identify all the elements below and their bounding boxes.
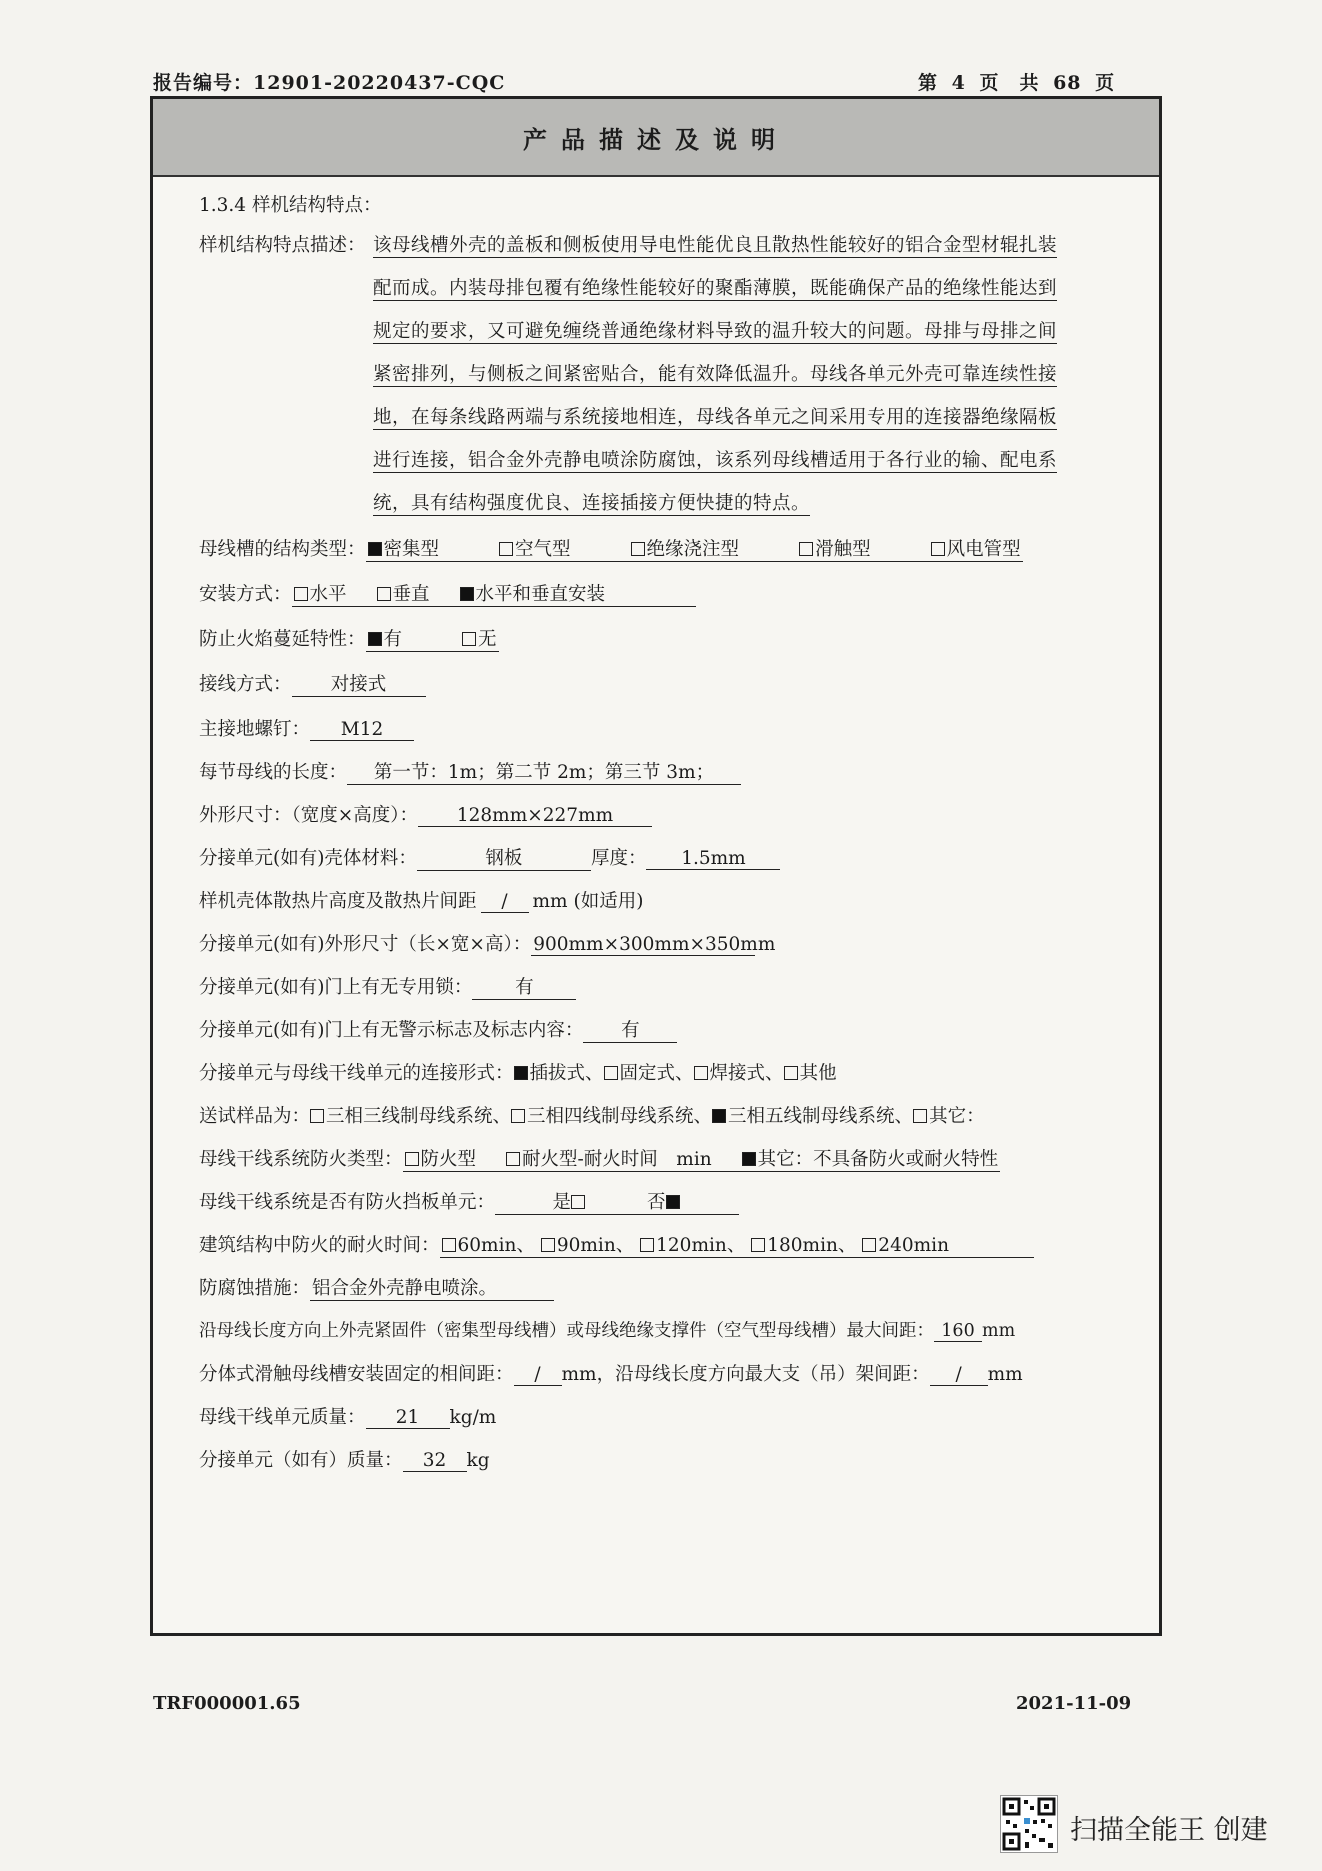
page-title: 产品描述及说明 bbox=[523, 124, 789, 154]
checkbox[interactable] bbox=[799, 542, 813, 556]
checkbox[interactable] bbox=[442, 1238, 456, 1252]
form-frame bbox=[150, 96, 1162, 1636]
checkbox[interactable] bbox=[784, 1066, 798, 1080]
heatsink-label: 样机壳体散热片高度及散热片间距 bbox=[199, 891, 477, 912]
checkbox-checked[interactable] bbox=[368, 542, 382, 556]
desc-line: 规定的要求，又可避免缠绕普通绝缘材料导致的温升较大的问题。母排与母排之间 bbox=[373, 317, 1057, 344]
checkbox[interactable] bbox=[294, 587, 308, 601]
mass-unit: kg/m bbox=[449, 1407, 497, 1428]
anticorrosion-label: 防腐蚀措施： bbox=[199, 1278, 311, 1299]
option-label: 其它：不具备防火或耐火特性 bbox=[757, 1149, 999, 1170]
section-heading: 1.3.4 样机结构特点： bbox=[199, 195, 382, 216]
checkbox[interactable] bbox=[604, 1066, 618, 1080]
desc-line: 地，在每条线路两端与系统接地相连，母线各单元之间采用专用的连接器绝缘隔板 bbox=[373, 403, 1057, 430]
option-label: 三相四线制母线系统、 bbox=[527, 1106, 713, 1127]
option-label: 插拔式、 bbox=[529, 1063, 604, 1084]
max-spacing-row bbox=[199, 1317, 1015, 1342]
heatsink-value: / bbox=[481, 891, 529, 913]
structure-type-options bbox=[366, 535, 1023, 562]
checkbox[interactable] bbox=[462, 632, 476, 646]
checkbox-checked[interactable] bbox=[666, 1195, 680, 1209]
sliding-row bbox=[199, 1360, 1023, 1386]
fire-time-row bbox=[199, 1231, 1034, 1258]
structure-type-row bbox=[199, 535, 1023, 562]
scanner-watermark: 扫描全能王 创建 bbox=[1070, 1815, 1268, 1846]
sliding-value1: / bbox=[514, 1364, 562, 1386]
desc-label: 样机结构特点描述： bbox=[199, 235, 366, 256]
tap-mass-unit: kg bbox=[466, 1450, 490, 1471]
option-label: 其他 bbox=[799, 1063, 837, 1084]
checkbox[interactable] bbox=[694, 1066, 708, 1080]
sliding-value2: / bbox=[930, 1364, 988, 1386]
checkbox[interactable] bbox=[377, 587, 391, 601]
checkbox[interactable] bbox=[571, 1195, 585, 1209]
checkbox[interactable] bbox=[405, 1152, 419, 1166]
checkbox-checked[interactable] bbox=[712, 1109, 726, 1123]
checkbox[interactable] bbox=[913, 1109, 927, 1123]
option-label: 其它： bbox=[929, 1106, 985, 1127]
option-label: 120min、 bbox=[656, 1235, 746, 1256]
ground-screw-row bbox=[199, 715, 414, 741]
lock-label: 分接单元(如有)门上有无专用锁： bbox=[199, 977, 473, 998]
title-band bbox=[153, 99, 1159, 177]
option-label: 滑触型 bbox=[815, 539, 871, 560]
connection-value: 对接式 bbox=[292, 670, 426, 697]
warning-value: 有 bbox=[583, 1016, 677, 1043]
sliding-label: 分体式滑触母线槽安装固定的相间距： bbox=[199, 1364, 514, 1385]
checkbox-checked[interactable] bbox=[742, 1152, 756, 1166]
checkbox[interactable] bbox=[631, 542, 645, 556]
warning-row bbox=[199, 1016, 677, 1043]
length-label: 每节母线的长度： bbox=[199, 762, 348, 783]
desc-line: 进行连接，铝合金外壳静电喷涂防腐蚀，该系列母线槽适用于各行业的输、配电系 bbox=[373, 446, 1057, 473]
option-label: 有 bbox=[383, 629, 403, 650]
option-label: 焊接式、 bbox=[709, 1063, 784, 1084]
option-label: 风电管型 bbox=[946, 539, 1021, 560]
ground-screw-label: 主接地螺钉： bbox=[199, 719, 311, 740]
mass-row bbox=[199, 1403, 496, 1429]
fire-time-label: 建筑结构中防火的耐火时间： bbox=[199, 1235, 440, 1256]
option-label: 三相五线制母线系统、 bbox=[728, 1106, 914, 1127]
option-label: 90min、 bbox=[556, 1235, 635, 1256]
option-label: 防火型 bbox=[420, 1149, 477, 1170]
page-number: 第 4 页 共 68 页 bbox=[918, 72, 1116, 94]
option-label: 是 bbox=[552, 1192, 572, 1213]
checkbox[interactable] bbox=[751, 1238, 765, 1252]
tap-mass-label: 分接单元（如有）质量： bbox=[199, 1450, 403, 1471]
option-label: 水平 bbox=[309, 584, 347, 605]
dimension-label: 外形尺寸：（宽度×高度）： bbox=[199, 805, 419, 826]
connection-label: 接线方式： bbox=[199, 674, 292, 695]
tap-conn-row bbox=[199, 1059, 837, 1085]
length-row bbox=[199, 758, 741, 785]
sliding-mid: mm，沿母线长度方向最大支（吊）架间距： bbox=[561, 1364, 930, 1385]
thickness-label: 厚度： bbox=[590, 848, 647, 869]
checkbox[interactable] bbox=[506, 1152, 520, 1166]
tap-conn-label: 分接单元与母线干线单元的连接形式： bbox=[199, 1063, 514, 1084]
fire-barrier-row bbox=[199, 1188, 739, 1215]
tap-dim-value: 900mm×300mm×350mm bbox=[533, 934, 776, 955]
anticorrosion-value: 铝合金外壳静电喷涂。 bbox=[310, 1274, 554, 1301]
fire-barrier-label: 母线干线系统是否有防火挡板单元： bbox=[199, 1192, 496, 1213]
flame-row bbox=[199, 625, 499, 652]
dimension-value: 128mm×227mm bbox=[418, 805, 652, 827]
option-label: 绝缘浇注型 bbox=[646, 539, 740, 560]
mass-value: 21 bbox=[366, 1407, 450, 1429]
tap-material-label: 分接单元(如有)壳体材料： bbox=[199, 848, 417, 869]
checkbox[interactable] bbox=[862, 1238, 876, 1252]
option-label: 耐火型-耐火时间 min bbox=[522, 1149, 712, 1170]
heatsink-row bbox=[199, 887, 643, 913]
flame-label: 防止火焰蔓延特性： bbox=[199, 629, 366, 650]
checkbox-checked[interactable] bbox=[460, 587, 474, 601]
option-label: 密集型 bbox=[383, 539, 440, 560]
connection-row bbox=[199, 670, 426, 697]
thickness-value: 1.5mm bbox=[646, 848, 780, 870]
mass-label: 母线干线单元质量： bbox=[199, 1407, 366, 1428]
option-label: 空气型 bbox=[515, 539, 571, 560]
sliding-unit: mm bbox=[987, 1364, 1023, 1385]
structure-type-label: 母线槽的结构类型： bbox=[199, 539, 366, 560]
checkbox[interactable] bbox=[931, 542, 945, 556]
form-code: TRF000001.65 bbox=[153, 1693, 301, 1714]
option-label: 三相三线制母线系统、 bbox=[326, 1106, 512, 1127]
option-label: 60min、 bbox=[457, 1235, 535, 1256]
sample-row bbox=[199, 1102, 985, 1128]
heatsink-suffix: mm (如适用) bbox=[532, 891, 644, 912]
dimension-row bbox=[199, 801, 652, 827]
checkbox-checked[interactable] bbox=[368, 632, 382, 646]
ground-screw-value: M12 bbox=[310, 719, 414, 741]
checkbox[interactable] bbox=[640, 1238, 654, 1252]
option-label: 180min、 bbox=[767, 1235, 857, 1256]
tap-material-value: 钢板 bbox=[417, 844, 591, 871]
option-label: 水平和垂直安装 bbox=[475, 584, 606, 605]
option-label: 固定式、 bbox=[619, 1063, 694, 1084]
desc-line: 配而成。内装母排包覆有绝缘性能较好的聚酯薄膜，既能确保产品的绝缘性能达到 bbox=[373, 274, 1057, 301]
max-spacing-label: 沿母线长度方向上外壳紧固件（密集型母线槽）或母线绝缘支撑件（空气型母线槽）最大间距： bbox=[199, 1321, 934, 1341]
warning-label: 分接单元(如有)门上有无警示标志及标志内容： bbox=[199, 1020, 584, 1041]
checkbox[interactable] bbox=[499, 542, 513, 556]
option-label: 否 bbox=[647, 1192, 666, 1213]
sample-label: 送试样品为： bbox=[199, 1106, 311, 1127]
lock-value: 有 bbox=[472, 973, 576, 1000]
qr-code-icon bbox=[1000, 1795, 1058, 1853]
checkbox[interactable] bbox=[541, 1238, 555, 1252]
install-label: 安装方式： bbox=[199, 584, 292, 605]
lock-row bbox=[199, 973, 576, 1000]
option-label: 240min bbox=[878, 1235, 949, 1256]
checkbox-checked[interactable] bbox=[514, 1066, 528, 1080]
tap-mass-row bbox=[199, 1446, 490, 1472]
max-spacing-unit: mm bbox=[982, 1321, 1016, 1341]
form-date: 2021-11-09 bbox=[1016, 1693, 1132, 1714]
tap-mass-value: 32 bbox=[403, 1450, 467, 1472]
tap-dim-row bbox=[199, 930, 776, 956]
install-row bbox=[199, 580, 696, 607]
tap-material-row bbox=[199, 844, 780, 871]
anticorrosion-row bbox=[199, 1274, 554, 1301]
desc-line: 该母线槽外壳的盖板和侧板使用导电性能优良且散热性能较好的铝合金型材辊扎装 bbox=[373, 231, 1057, 258]
checkbox[interactable] bbox=[511, 1109, 525, 1123]
report-number: 报告编号：12901-20220437-CQC bbox=[153, 72, 506, 94]
desc-line: 紧密排列，与侧板之间紧密贴合，能有效降低温升。母线各单元外壳可靠连续性接 bbox=[373, 360, 1057, 387]
max-spacing-value: 160 bbox=[934, 1321, 982, 1342]
desc-line: 统，具有结构强度优良、连接插接方便快捷的特点。 bbox=[373, 489, 810, 516]
option-label: 无 bbox=[478, 629, 497, 650]
fire-type-row bbox=[199, 1145, 1000, 1172]
length-value: 第一节：1m；第二节 2m；第三节 3m； bbox=[347, 758, 741, 785]
checkbox[interactable] bbox=[310, 1109, 324, 1123]
fire-type-label: 母线干线系统防火类型： bbox=[199, 1149, 403, 1170]
option-label: 垂直 bbox=[392, 584, 430, 605]
tap-dim-label: 分接单元(如有)外形尺寸（长×宽×高）： bbox=[199, 934, 532, 955]
